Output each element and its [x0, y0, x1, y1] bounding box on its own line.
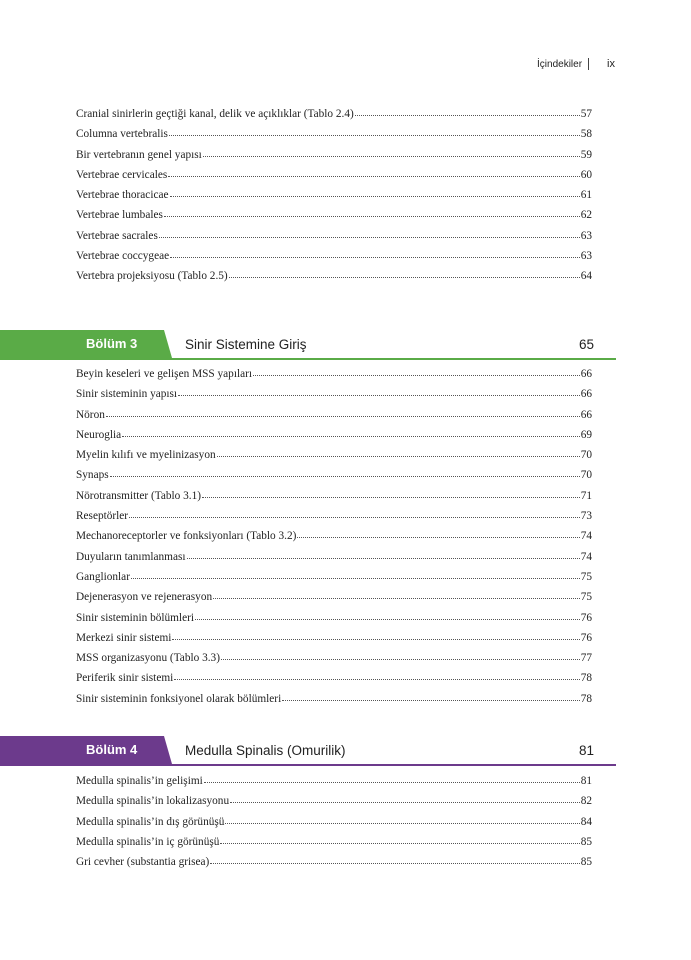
- toc-entry-page: 57: [580, 108, 592, 120]
- dot-leader: [355, 115, 580, 116]
- toc-section-chapter-3: [76, 364, 592, 709]
- toc-entry-title: Vertebrae thoracicae: [76, 189, 169, 202]
- toc-entry[interactable]: [76, 668, 592, 688]
- toc-entry-page: 75: [580, 591, 592, 604]
- toc-entry[interactable]: [76, 506, 592, 526]
- toc-entry-page: 61: [580, 189, 592, 202]
- toc-entry[interactable]: [76, 445, 592, 465]
- dot-leader: [204, 782, 580, 783]
- toc-entry-page: 59: [580, 148, 592, 161]
- toc-entry-title: Myelin kılıfı ve myelinizasyon: [76, 449, 216, 462]
- toc-entry-page: 78: [580, 692, 592, 705]
- dot-leader: [106, 416, 580, 417]
- toc-entry[interactable]: [76, 526, 592, 546]
- toc-entry-page: 66: [580, 368, 592, 380]
- dot-leader: [282, 700, 580, 701]
- toc-entry-page: 81: [580, 775, 592, 787]
- toc-entry-page: 64: [580, 270, 592, 283]
- toc-entry-page: 63: [580, 229, 592, 242]
- toc-entry[interactable]: [76, 608, 592, 628]
- running-head-section: İçindekiler: [537, 58, 583, 70]
- toc-entry-title: Merkezi sinir sistemi: [76, 631, 172, 644]
- dot-leader: [168, 176, 579, 177]
- toc-entry-page: 70: [580, 449, 592, 462]
- toc-entry-title: Vertebrae lumbales: [76, 209, 163, 222]
- toc-entry-title: Periferik sinir sistemi: [76, 672, 174, 685]
- toc-entry[interactable]: [76, 771, 592, 791]
- dot-leader: [170, 257, 580, 258]
- dot-leader: [203, 156, 580, 157]
- toc-entry-title: Cranial sinirlerin geçtiği kanal, delik ve açıklıklar (Tablo 2.4): [76, 108, 354, 120]
- toc-entry-title: Sinir sisteminin fonksiyonel olarak bölümleri: [76, 692, 282, 705]
- toc-entry-page: 66: [580, 408, 592, 421]
- toc-entry-page: 77: [580, 652, 592, 665]
- toc-entry-title: Vertebrae sacrales: [76, 229, 158, 242]
- toc-entry-page: 69: [580, 428, 592, 441]
- toc-entry[interactable]: [76, 104, 592, 124]
- toc-entry-title: Sinir sisteminin yapısı: [76, 388, 178, 401]
- toc-entry-title: Dejenerasyon ve rejenerasyon: [76, 591, 213, 604]
- dot-leader: [169, 135, 580, 136]
- dot-leader: [253, 375, 580, 376]
- dot-leader: [164, 216, 580, 217]
- toc-entry-page: 76: [580, 611, 592, 624]
- toc-entry-page: 58: [580, 128, 592, 141]
- toc-entry[interactable]: [76, 486, 592, 506]
- toc-entry[interactable]: [76, 587, 592, 607]
- toc-entry-page: 70: [580, 469, 592, 482]
- toc-entry[interactable]: [76, 832, 592, 852]
- dot-leader: [122, 436, 580, 437]
- dot-leader: [129, 517, 580, 518]
- toc-entry-title: Nörotransmitter (Tablo 3.1): [76, 489, 202, 502]
- toc-entry-page: 76: [580, 631, 592, 644]
- toc-entry[interactable]: [76, 567, 592, 587]
- dot-leader: [217, 456, 580, 457]
- toc-section-chapter-4: [76, 771, 592, 872]
- chapter-rule: [0, 358, 616, 360]
- chapter-page: 81: [578, 743, 594, 758]
- toc-entry-page: 74: [580, 550, 592, 563]
- toc-entry-title: Beyin keseleri ve gelişen MSS yapıları: [76, 368, 253, 380]
- dot-leader: [202, 497, 580, 498]
- dot-leader: [220, 843, 579, 844]
- toc-entry[interactable]: [76, 465, 592, 485]
- toc-entry[interactable]: [76, 205, 592, 225]
- toc-entry-title: Synaps: [76, 469, 109, 482]
- dot-leader: [187, 558, 580, 559]
- toc-entry-title: Neuroglia: [76, 428, 122, 441]
- toc-entry[interactable]: [76, 145, 592, 165]
- toc-entry-page: 63: [580, 250, 592, 263]
- dot-leader: [221, 659, 580, 660]
- toc-entry-page: 73: [580, 510, 592, 523]
- page-number: ix: [607, 58, 615, 70]
- toc-entry[interactable]: [76, 405, 592, 425]
- toc-entry-page: 74: [580, 530, 592, 543]
- dot-leader: [110, 476, 580, 477]
- toc-entry-title: Columna vertebralis: [76, 128, 168, 141]
- toc-entry[interactable]: [76, 124, 592, 144]
- toc-entry-title: Nöron: [76, 408, 105, 421]
- toc-entry-title: Medulla spinalis’in dış görünüşü: [76, 815, 225, 828]
- chapter-title: Sinir Sistemine Giriş: [185, 337, 307, 352]
- toc-entry-title: MSS organizasyonu (Tablo 3.3): [76, 652, 220, 665]
- toc-entry-title: Mechanoreceptorler ve fonksiyonları (Tablo 3.2): [76, 530, 297, 543]
- chapter-label: Bölüm 3: [86, 336, 138, 351]
- running-head-divider: [588, 58, 589, 70]
- chapter-header-3[interactable]: [0, 330, 616, 360]
- toc-entry[interactable]: [76, 812, 592, 832]
- toc-entry-page: 85: [580, 856, 592, 869]
- toc-entry-page: 78: [580, 672, 592, 685]
- toc-entry[interactable]: [76, 791, 592, 811]
- toc-entry[interactable]: [76, 648, 592, 668]
- toc-entry-page: 84: [580, 815, 592, 828]
- toc-entry-title: Gri cevher (substantia grisea): [76, 856, 210, 869]
- toc-entry[interactable]: [76, 226, 592, 246]
- toc-entry-title: Vertebra projeksiyosu (Tablo 2.5): [76, 270, 228, 283]
- toc-entry[interactable]: [76, 689, 592, 709]
- toc-entry[interactable]: [76, 425, 592, 445]
- chapter-header-4[interactable]: [0, 736, 616, 766]
- chapter-page: 65: [578, 337, 594, 352]
- dot-leader: [178, 395, 580, 396]
- dot-leader: [174, 679, 579, 680]
- dot-leader: [195, 619, 580, 620]
- dot-leader: [230, 802, 580, 803]
- toc-entry[interactable]: [76, 266, 592, 286]
- toc-entry-title: Ganglionlar: [76, 570, 130, 583]
- toc-entry[interactable]: [76, 852, 592, 872]
- toc-entry-page: 60: [580, 168, 592, 181]
- running-head: [537, 58, 615, 70]
- toc-entry-title: Vertebrae cervicales: [76, 168, 168, 181]
- toc-entry-page: 82: [580, 795, 592, 808]
- dot-leader: [297, 537, 579, 538]
- toc-entry-title: Bir vertebranın genel yapısı: [76, 148, 202, 161]
- toc-entry-title: Medulla spinalis’in iç görünüşü: [76, 835, 220, 848]
- toc-entry[interactable]: [76, 185, 592, 205]
- toc-entry[interactable]: [76, 384, 592, 404]
- toc-entry-title: Medulla spinalis’in gelişimi: [76, 775, 203, 787]
- dot-leader: [131, 578, 580, 579]
- toc-entry-title: Medulla spinalis’in lokalizasyonu: [76, 795, 230, 808]
- toc-entry-title: Sinir sisteminin bölümleri: [76, 611, 194, 624]
- dot-leader: [213, 598, 580, 599]
- toc-entry[interactable]: [76, 246, 592, 266]
- chapter-label: Bölüm 4: [86, 742, 138, 757]
- toc-entry[interactable]: [76, 364, 592, 384]
- dot-leader: [159, 237, 580, 238]
- toc-entry-page: 62: [580, 209, 592, 222]
- toc-section-previous: [76, 104, 592, 287]
- toc-entry-page: 75: [580, 570, 592, 583]
- dot-leader: [170, 196, 580, 197]
- toc-entry-page: 85: [580, 835, 592, 848]
- toc-entry-title: Reseptörler: [76, 510, 129, 523]
- toc-entry[interactable]: [76, 165, 592, 185]
- toc-entry-page: 71: [580, 489, 592, 502]
- toc-entry-title: Duyuların tanımlanması: [76, 550, 186, 563]
- dot-leader: [225, 823, 579, 824]
- chapter-title: Medulla Spinalis (Omurilik): [185, 743, 346, 758]
- toc-entry-title: Vertebrae coccygeae: [76, 250, 170, 263]
- dot-leader: [210, 863, 579, 864]
- toc-entry[interactable]: [76, 547, 592, 567]
- dot-leader: [229, 277, 580, 278]
- dot-leader: [172, 639, 579, 640]
- toc-entry-page: 66: [580, 388, 592, 401]
- toc-entry[interactable]: [76, 628, 592, 648]
